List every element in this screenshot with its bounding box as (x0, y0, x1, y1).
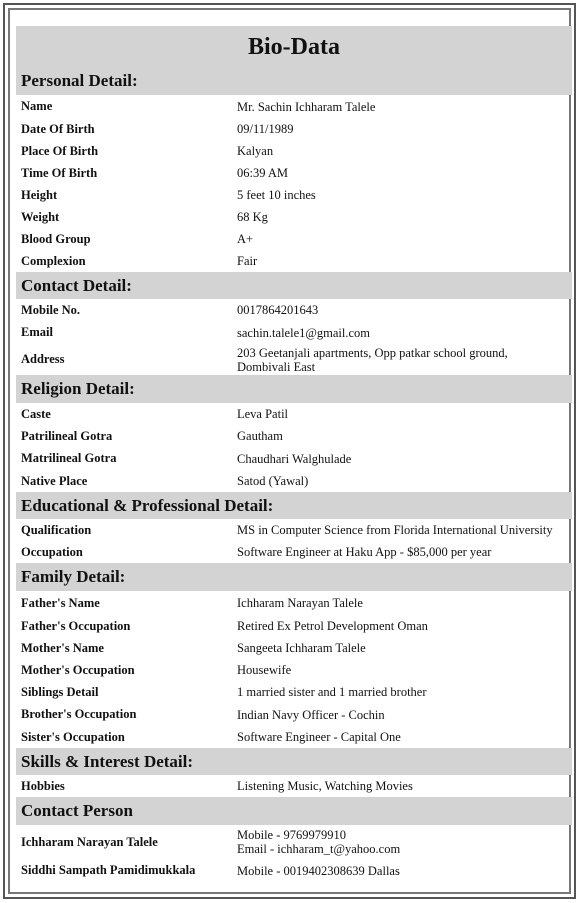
detail-row (16, 681, 572, 703)
field-value (237, 100, 572, 114)
field-label: Mobile No. (21, 302, 81, 317)
detail-row (16, 519, 572, 541)
field-label: Native Place (21, 473, 88, 488)
detail-row (16, 659, 572, 681)
field-value (237, 254, 572, 268)
detail-row (16, 591, 572, 615)
field-value-line: 0017864201643 (237, 303, 319, 317)
field-label: Email (21, 325, 53, 339)
field-value (237, 523, 572, 537)
field-label: Sister's Occupation (21, 729, 125, 744)
detail-row (16, 447, 572, 470)
field-value (237, 641, 572, 655)
field-label: Siblings Detail (21, 684, 99, 699)
field-label: Siddhi Sampath Pamidimukkala (21, 863, 196, 877)
detail-row (16, 162, 572, 184)
field-value (237, 619, 572, 633)
field-value (237, 429, 572, 443)
field-value (237, 407, 572, 421)
field-label: Blood Group (21, 231, 91, 246)
detail-row (16, 95, 572, 118)
detail-row (16, 859, 572, 882)
field-value-line: Gautham (237, 429, 283, 443)
field-value (237, 303, 572, 317)
detail-row (16, 299, 572, 321)
detail-row (16, 228, 572, 250)
field-value-line: Fair (237, 254, 258, 268)
field-value-line: Housewife (237, 663, 292, 677)
field-value-line: Mr. Sachin Ichharam Talele (237, 99, 376, 114)
field-value (237, 545, 572, 559)
field-value-line: A+ (237, 232, 254, 246)
field-value (237, 144, 572, 158)
field-label: Caste (21, 406, 51, 421)
detail-row (16, 541, 572, 563)
section-heading-personal-detail: Personal Detail: (16, 66, 572, 95)
section-heading-family-detail: Family Detail: (16, 563, 572, 591)
field-value-line: Dombivali East (237, 359, 316, 374)
field-value (237, 188, 572, 202)
detail-row (16, 184, 572, 206)
detail-row (16, 206, 572, 228)
field-value-line: Indian Navy Officer - Cochin (237, 707, 385, 722)
field-value-line: 09/11/1989 (237, 122, 294, 136)
field-value (237, 232, 572, 246)
detail-row (16, 425, 572, 447)
field-value-line: Mobile - 9769979910 (237, 828, 347, 842)
field-label: Date Of Birth (21, 121, 95, 136)
detail-row (16, 825, 572, 859)
field-value (237, 210, 572, 224)
field-value-line: 06:39 AM (237, 166, 289, 180)
field-label: Hobbies (21, 778, 65, 793)
field-label: Mother's Name (21, 640, 104, 655)
detail-row (16, 118, 572, 140)
detail-row (16, 703, 572, 726)
field-value-line: Software Engineer - Capital One (237, 730, 401, 744)
field-value (237, 828, 572, 856)
field-label: Patrilineal Gotra (21, 428, 113, 443)
field-value (237, 708, 572, 722)
detail-row (16, 726, 572, 748)
section-heading-religion-detail: Religion Detail: (16, 375, 572, 403)
field-value-line: Email - ichharam_t@yahoo.com (237, 842, 401, 856)
field-label: Occupation (21, 544, 83, 559)
field-value (237, 730, 572, 744)
field-label: Address (21, 352, 65, 366)
bio-data-sheet (16, 26, 572, 882)
field-label: Father's Occupation (21, 618, 131, 633)
field-label: Qualification (21, 522, 92, 537)
field-value (237, 452, 572, 466)
field-label: Brother's Occupation (21, 707, 137, 721)
field-value-line: Mobile - 0019402308639 Dallas (237, 863, 400, 878)
field-value-line: Chaudhari Walghulade (237, 451, 352, 466)
field-label: Time Of Birth (21, 165, 98, 180)
section-heading-contact-detail: Contact Detail: (16, 272, 572, 299)
section-heading-skills-and-interest-detail: Skills & Interest Detail: (16, 748, 572, 775)
field-value-line: Ichharam Narayan Talele (237, 596, 363, 610)
detail-row (16, 321, 572, 344)
field-label: Height (21, 187, 58, 202)
field-value-line: Leva Patil (237, 407, 289, 421)
field-label: Matrilineal Gotra (21, 451, 117, 465)
field-value (237, 166, 572, 180)
section-heading-educational-and-professional-detail: Educational & Professional Detail: (16, 492, 572, 519)
detail-row (16, 140, 572, 162)
field-value (237, 663, 572, 677)
field-value (237, 122, 572, 136)
field-value-line: 68 Kg (237, 210, 268, 224)
field-value (237, 685, 572, 699)
field-value (237, 474, 572, 488)
detail-row (16, 775, 572, 797)
page-frame (3, 3, 576, 899)
field-label: Weight (21, 209, 60, 224)
field-value-line: Listening Music, Watching Movies (237, 779, 413, 793)
detail-row (16, 250, 572, 272)
field-value-line: 5 feet 10 inches (237, 188, 316, 202)
field-value-line: MS in Computer Science from Florida International University (237, 523, 553, 537)
field-value-line: Software Engineer at Haku App - $85,000 per year (237, 545, 492, 559)
detail-row (16, 403, 572, 425)
field-value-line: Satod (Yawal) (237, 474, 309, 488)
field-label: Father's Name (21, 595, 100, 610)
field-value (237, 596, 572, 610)
field-value-line: Retired Ex Petrol Development Oman (237, 619, 428, 633)
detail-row (16, 637, 572, 659)
field-label: Name (21, 99, 53, 113)
field-value-line: sachin.talele1@gmail.com (237, 325, 370, 340)
detail-row (16, 344, 572, 375)
page-title: Bio-Data (16, 26, 572, 66)
field-value-line: Kalyan (237, 144, 274, 158)
field-value-line: 1 married sister and 1 married brother (237, 685, 427, 699)
field-label: Complexion (21, 253, 86, 268)
field-label: Mother's Occupation (21, 662, 135, 677)
field-value (237, 346, 572, 374)
field-value (237, 779, 572, 793)
field-value-line: Sangeeta Ichharam Talele (237, 641, 366, 655)
field-value (237, 864, 572, 878)
field-value (237, 326, 572, 340)
field-label: Ichharam Narayan Talele (21, 834, 158, 849)
detail-row (16, 470, 572, 492)
detail-row (16, 615, 572, 637)
field-label: Place Of Birth (21, 143, 99, 158)
field-value-line: 203 Geetanjali apartments, Opp patkar school ground, (237, 345, 508, 360)
section-heading-contact-person: Contact Person (16, 797, 572, 825)
